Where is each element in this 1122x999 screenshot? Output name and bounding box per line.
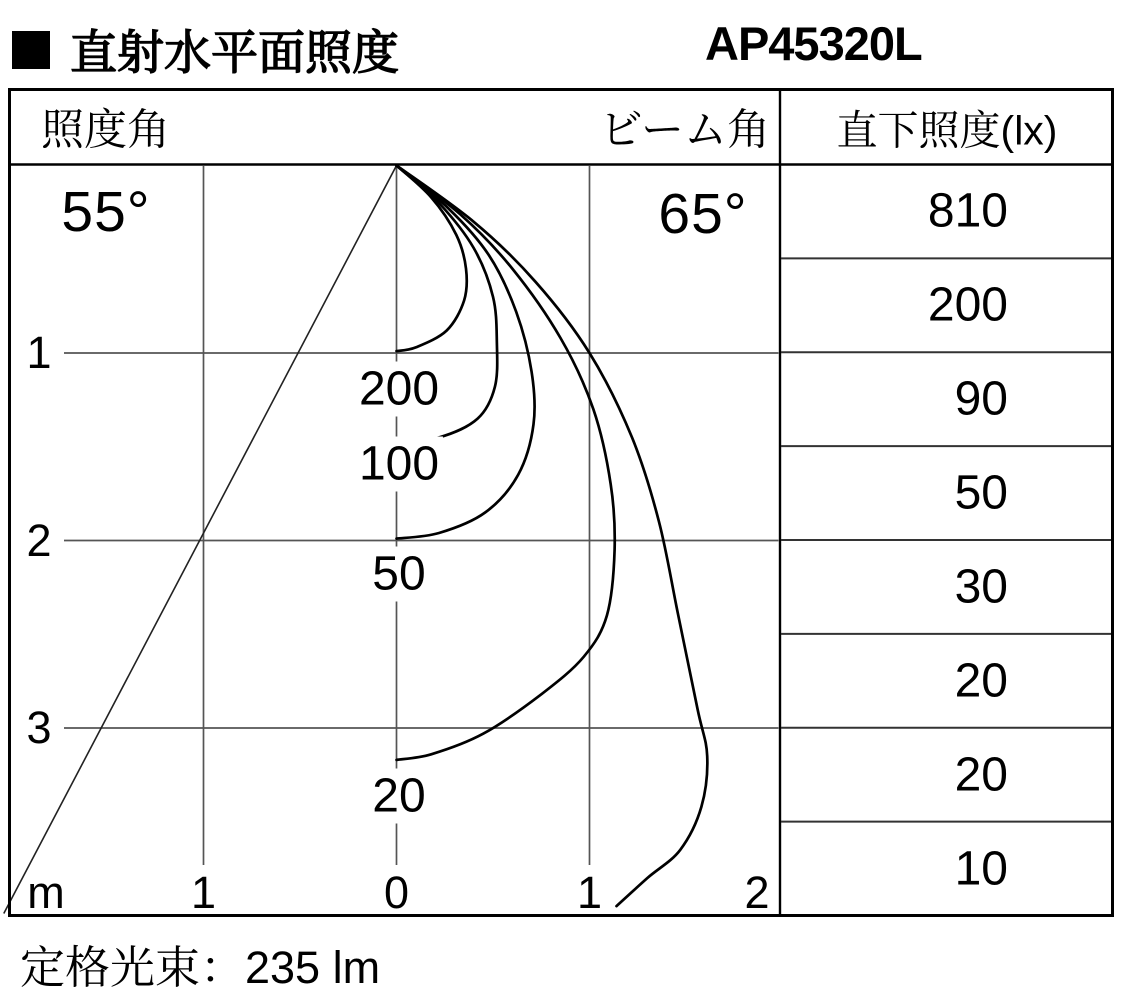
table-cell-value: 50: [954, 466, 1008, 520]
product-code: AP45320L: [705, 17, 922, 70]
illuminance-angle-header: 照度角: [41, 106, 170, 155]
isolux-value-label: 200: [355, 361, 443, 416]
title-row: [12, 16, 399, 83]
x-axis-tick: 2: [744, 867, 770, 918]
x-axis-unit: m: [27, 867, 65, 918]
table-cell-value: 200: [927, 278, 1008, 332]
table-cell-value: 810: [927, 184, 1008, 238]
isolux-curve: [397, 166, 708, 907]
table-cell-value: 20: [954, 748, 1008, 802]
rated-flux-label: 定格光束：235 lm: [20, 942, 381, 993]
direct-illuminance-header: 直下照度(lx): [836, 107, 1058, 154]
isolux-value-label: 50: [368, 547, 429, 602]
x-axis-tick: 0: [383, 867, 410, 918]
x-axis-tick: 1: [576, 867, 603, 918]
y-axis-tick: 1: [26, 327, 52, 378]
table-cell-value: 90: [954, 372, 1008, 426]
page-title: 直射水平面照度: [70, 26, 399, 79]
isolux-value-label: 20: [368, 768, 429, 823]
beam-angle-value: 65°: [658, 182, 748, 246]
title-bullet-icon: [12, 31, 50, 69]
y-axis-tick: 3: [26, 702, 52, 753]
table-cell-value: 10: [954, 842, 1008, 896]
x-axis-tick: 1: [190, 867, 217, 918]
illuminance-angle-value: 55°: [61, 180, 151, 244]
beam-angle-header: ビーム角: [599, 106, 770, 155]
table-cell-value: 20: [954, 654, 1008, 708]
table-cell-value: 30: [954, 560, 1008, 614]
y-axis-tick: 2: [26, 514, 52, 566]
beam-edge-line: [4, 166, 397, 914]
isolux-value-label: 100: [355, 436, 443, 491]
